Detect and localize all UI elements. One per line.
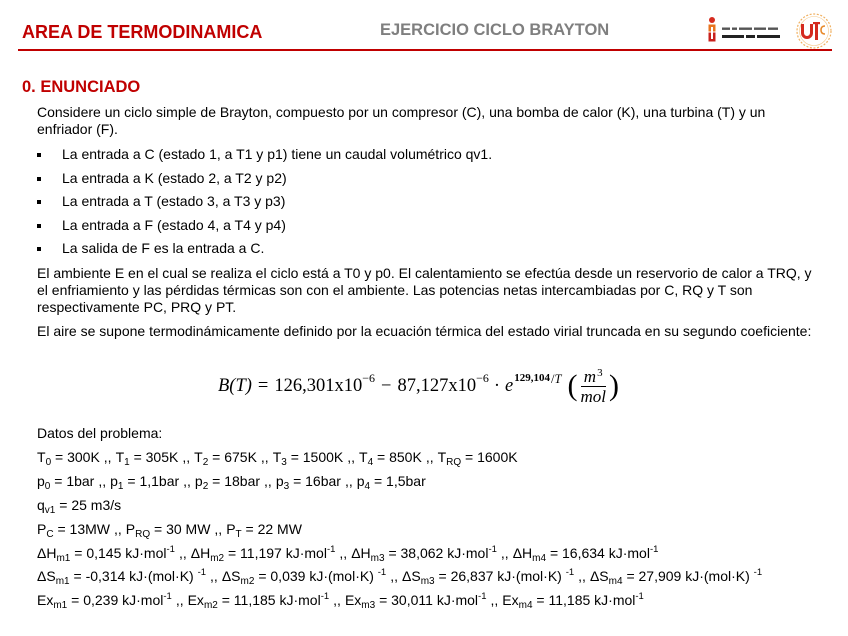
data-subscript: m3 — [370, 552, 385, 564]
data-symbol: p — [194, 472, 203, 489]
data-separator: ,, — [264, 472, 272, 489]
equation-exponent-numerator: 129,104 — [514, 371, 550, 384]
data-item — [356, 472, 426, 492]
temperature-row — [37, 449, 762, 473]
data-item — [37, 543, 175, 564]
data-item — [359, 449, 422, 468]
logo-lettering-bold — [722, 35, 780, 38]
section-title: 0. ENUNCIADO — [22, 78, 141, 96]
data-value: = 300K — [51, 449, 100, 465]
data-superscript: -1 — [478, 591, 487, 603]
data-subscript: m4 — [608, 576, 623, 588]
list-item-text: La salida de F es la entrada a C. — [62, 240, 265, 256]
data-separator: ,, — [347, 449, 356, 465]
paragraph-line: El ambiente E en el cual se realiza el ciclo está a T0 y p0. El calentamiento se efectúa desde un reservorio de calor a TRQ, y — [37, 265, 812, 281]
data-symbol: Ex — [37, 592, 54, 609]
data-subscript: m2 — [210, 552, 225, 564]
equation-term-1: 126,301x10 — [274, 376, 363, 396]
data-subscript: m3 — [361, 600, 376, 612]
data-value: = 30 MW — [150, 520, 211, 537]
data-subscript: m3 — [420, 576, 435, 588]
data-value: = 25 m3/s — [55, 496, 122, 513]
list-item-text: La entrada a T (estado 3, a T3 y p3) — [62, 193, 286, 209]
data-symbol: T — [437, 449, 447, 465]
data-item — [272, 449, 344, 468]
data-superscript: -1 — [488, 543, 497, 555]
data-symbol: ΔS — [589, 568, 609, 585]
data-symbol: q — [37, 496, 45, 513]
data-subscript: 4 — [364, 480, 371, 492]
header-divider — [18, 49, 832, 51]
data-superscript: -1 — [649, 543, 659, 555]
data-value: = 26,837 kJ·(mol·K) — [434, 568, 566, 585]
area-title: AREA DE TERMODINAMICA — [22, 22, 263, 42]
equation-exponent — [514, 371, 561, 384]
paragraph-line: Considere un ciclo simple de Brayton, compuesto por un compresor (C), una bomba de calor (K), una turbina (T) y un — [37, 104, 766, 120]
data-superscript: -1 — [326, 543, 336, 555]
data-subscript: 4 — [367, 457, 374, 468]
logo-emblem — [709, 17, 716, 42]
ambient-paragraph — [37, 265, 812, 316]
data-superscript: -1 — [565, 567, 575, 579]
list-item — [37, 217, 817, 241]
data-subscript: T — [235, 528, 242, 540]
data-subscript: 2 — [202, 480, 209, 492]
data-symbol: ΔS — [402, 568, 421, 585]
data-separator: ,, — [390, 568, 398, 585]
pressure-row — [37, 473, 762, 497]
data-value: = 0,239 kJ·mol — [67, 592, 164, 609]
list-item-text: La entrada a C (estado 1, a T1 y p1) tiene un caudal volumétrico qv1. — [62, 146, 493, 162]
data-separator: ,, — [175, 592, 184, 609]
data-symbol: T — [37, 449, 46, 465]
data-subscript: RQ — [135, 528, 151, 540]
problem-data-heading: Datos del problema: — [37, 425, 163, 441]
square-bullet-icon — [37, 200, 41, 204]
data-symbol: p — [275, 472, 284, 489]
data-subscript: 3 — [281, 457, 287, 468]
data-superscript: -1 — [635, 591, 644, 603]
data-subscript: 3 — [283, 480, 290, 492]
data-separator: ,, — [214, 520, 223, 537]
data-value: = 1,5bar — [370, 472, 426, 489]
data-subscript: 1 — [117, 480, 124, 492]
equation-dot: · — [493, 376, 501, 396]
data-subscript: m4 — [532, 552, 547, 564]
data-value: = 16bar — [289, 472, 341, 489]
data-subscript: 0 — [44, 480, 51, 492]
equation-minus: − — [381, 376, 392, 396]
air-paragraph — [37, 323, 811, 340]
data-symbol: T — [272, 449, 282, 465]
data-value: = 11,185 kJ·mol — [217, 592, 321, 609]
data-value: = 850K — [373, 449, 422, 465]
list-item — [37, 170, 817, 194]
data-separator: ,, — [98, 472, 107, 489]
data-item — [37, 591, 172, 612]
data-value: = 13MW — [53, 520, 110, 537]
data-subscript: m2 — [203, 600, 218, 612]
data-subscript: 1 — [124, 457, 130, 468]
data-item — [502, 591, 644, 612]
data-symbol: P — [226, 520, 236, 537]
data-symbol: ΔH — [37, 544, 57, 561]
square-bullet-icon — [37, 224, 41, 228]
data-symbol: ΔS — [37, 568, 56, 585]
data-item — [187, 591, 330, 612]
data-symbol: T — [194, 449, 203, 465]
paragraph-line: el enfriamiento y las pérdidas térmicas son con el ambiente. Las potencias netas intercambiadas por C, RQ y T son — [37, 282, 753, 298]
exergy-row — [37, 592, 762, 616]
data-symbol: Ex — [187, 592, 204, 609]
data-item — [351, 543, 497, 564]
equation-unit-numerator-exponent: 3 — [597, 366, 603, 379]
data-item — [37, 520, 110, 540]
data-symbol: T — [359, 449, 368, 465]
virial-equation — [218, 364, 619, 408]
data-item — [194, 449, 257, 468]
data-value: = 22 MW — [241, 520, 302, 537]
data-item — [437, 449, 518, 468]
data-subscript: RQ — [446, 457, 462, 468]
data-separator: ,, — [578, 568, 586, 585]
data-value: = 1600K — [461, 449, 518, 465]
data-symbol: ΔH — [190, 544, 211, 561]
list-item-text: La entrada a F (estado 4, a T4 y p4) — [62, 216, 286, 233]
data-separator: ,, — [260, 449, 269, 465]
data-item — [115, 449, 179, 468]
data-superscript: -1 — [163, 591, 172, 603]
paragraph-line: respectivamente PC, PRQ y PT. — [37, 299, 237, 315]
data-item — [37, 496, 122, 516]
data-item — [110, 472, 180, 492]
state-bullet-list — [37, 146, 817, 264]
data-item — [37, 567, 207, 588]
data-separator: ,, — [210, 568, 218, 585]
paragraph-line: enfriador (F). — [37, 121, 118, 137]
list-item — [37, 146, 817, 170]
equation-unit-numerator — [581, 368, 606, 387]
equation-exponent-denominator: T — [554, 371, 562, 386]
data-value: = 27,909 kJ·(mol·K) — [622, 568, 754, 585]
data-superscript: -1 — [377, 567, 387, 579]
data-symbol: ΔS — [221, 568, 241, 585]
data-item — [402, 567, 575, 588]
data-symbol: P — [37, 520, 47, 537]
data-item — [221, 567, 387, 588]
data-item — [589, 567, 763, 588]
data-subscript: m1 — [55, 576, 70, 588]
data-value: = 30,011 kJ·mol — [375, 592, 479, 609]
exercise-title: EJERCICIO CICLO BRAYTON — [380, 21, 610, 39]
data-symbol: P — [125, 520, 136, 537]
equation-exp-base: e — [505, 376, 514, 396]
equation-equals: = — [257, 376, 269, 396]
list-item — [37, 193, 817, 217]
data-item — [226, 520, 302, 540]
volumetric-flow-row — [37, 497, 762, 521]
data-superscript: -1 — [753, 567, 763, 579]
data-symbol: p — [37, 472, 45, 489]
equation-lhs: B(T) — [218, 376, 252, 396]
data-value: = 18bar — [208, 472, 261, 489]
data-value: = 1500K — [286, 449, 344, 465]
logo-lettering — [722, 28, 778, 30]
data-superscript: -1 — [166, 543, 175, 555]
data-subscript: m4 — [518, 600, 533, 612]
data-subscript: m1 — [53, 600, 68, 612]
data-separator: ,, — [183, 472, 191, 489]
data-value: = 0,039 kJ·(mol·K) — [254, 568, 378, 585]
enthalpy-row — [37, 545, 762, 569]
equation-unit-fraction — [578, 368, 608, 405]
data-subscript: m2 — [240, 576, 255, 588]
data-value: = 675K — [208, 449, 257, 465]
data-separator: ,, — [344, 472, 353, 489]
data-symbol: Ex — [344, 592, 362, 609]
data-value: = 11,197 kJ·mol — [224, 544, 327, 561]
square-bullet-icon — [37, 177, 41, 181]
data-separator: ,, — [425, 449, 434, 465]
data-value: = -0,314 kJ·(mol·K) — [69, 568, 198, 585]
data-symbol: T — [115, 449, 125, 465]
data-value: = 38,062 kJ·mol — [384, 544, 489, 561]
data-symbol: p — [110, 472, 118, 489]
intro-paragraph — [37, 104, 765, 138]
square-bullet-icon — [37, 247, 41, 251]
equation-unit-numerator-base: m — [583, 366, 597, 386]
data-item — [344, 591, 487, 612]
data-separator: ,, — [500, 544, 509, 561]
data-subscript: v1 — [44, 504, 56, 516]
data-item — [190, 543, 336, 564]
square-bullet-icon — [37, 153, 41, 157]
data-value: = 0,145 kJ·mol — [70, 544, 167, 561]
data-separator: ,, — [103, 449, 112, 465]
institution-logo — [704, 15, 784, 45]
equation-term-2: 87,127x10 — [397, 376, 477, 396]
data-separator: ,, — [178, 544, 187, 561]
data-value: = 305K — [129, 449, 179, 465]
data-item — [512, 543, 659, 564]
list-item — [37, 240, 817, 264]
data-symbol: Ex — [502, 592, 519, 609]
data-item — [275, 472, 341, 492]
equation-unit-denominator: mol — [580, 386, 606, 406]
data-separator: ,, — [490, 592, 499, 609]
data-value: = 1,1bar — [123, 472, 180, 489]
paragraph-line: El aire se supone termodinámicamente definido por la ecuación térmica del estado virial truncada en su segundo coeficiente: — [37, 323, 812, 339]
problem-data-list — [37, 449, 762, 616]
list-item-text: La entrada a K (estado 2, a T2 y p2) — [62, 169, 287, 186]
data-item — [125, 520, 211, 540]
data-superscript: -1 — [197, 567, 207, 579]
data-symbol: p — [356, 472, 365, 489]
entropy-row — [37, 568, 762, 592]
data-separator: ,, — [333, 592, 341, 609]
data-subscript: C — [46, 528, 54, 540]
data-value: = 11,185 kJ·mol — [532, 592, 636, 609]
equation-unit-close-paren: ) — [608, 369, 619, 402]
data-item — [194, 472, 261, 492]
data-subscript: 2 — [202, 457, 209, 468]
data-subscript: 0 — [45, 457, 52, 468]
data-subscript: m1 — [56, 552, 71, 564]
equation-exponent-slash: / — [551, 371, 555, 386]
data-symbol: ΔH — [512, 544, 533, 561]
power-row — [37, 521, 762, 545]
data-superscript: -1 — [320, 591, 330, 603]
equation-unit-open-paren: ( — [567, 369, 578, 402]
equation-term-1-exponent: −6 — [362, 371, 376, 385]
data-separator: ,, — [182, 449, 191, 465]
data-value: = 1bar — [50, 472, 95, 489]
data-item — [37, 472, 95, 492]
equation-term-2-exponent: −6 — [476, 371, 489, 385]
university-seal-logo — [794, 12, 834, 50]
data-separator: ,, — [339, 544, 348, 561]
data-symbol: ΔH — [351, 544, 371, 561]
data-separator: ,, — [113, 520, 122, 537]
data-value: = 16,634 kJ·mol — [546, 544, 650, 561]
data-item — [37, 449, 100, 468]
